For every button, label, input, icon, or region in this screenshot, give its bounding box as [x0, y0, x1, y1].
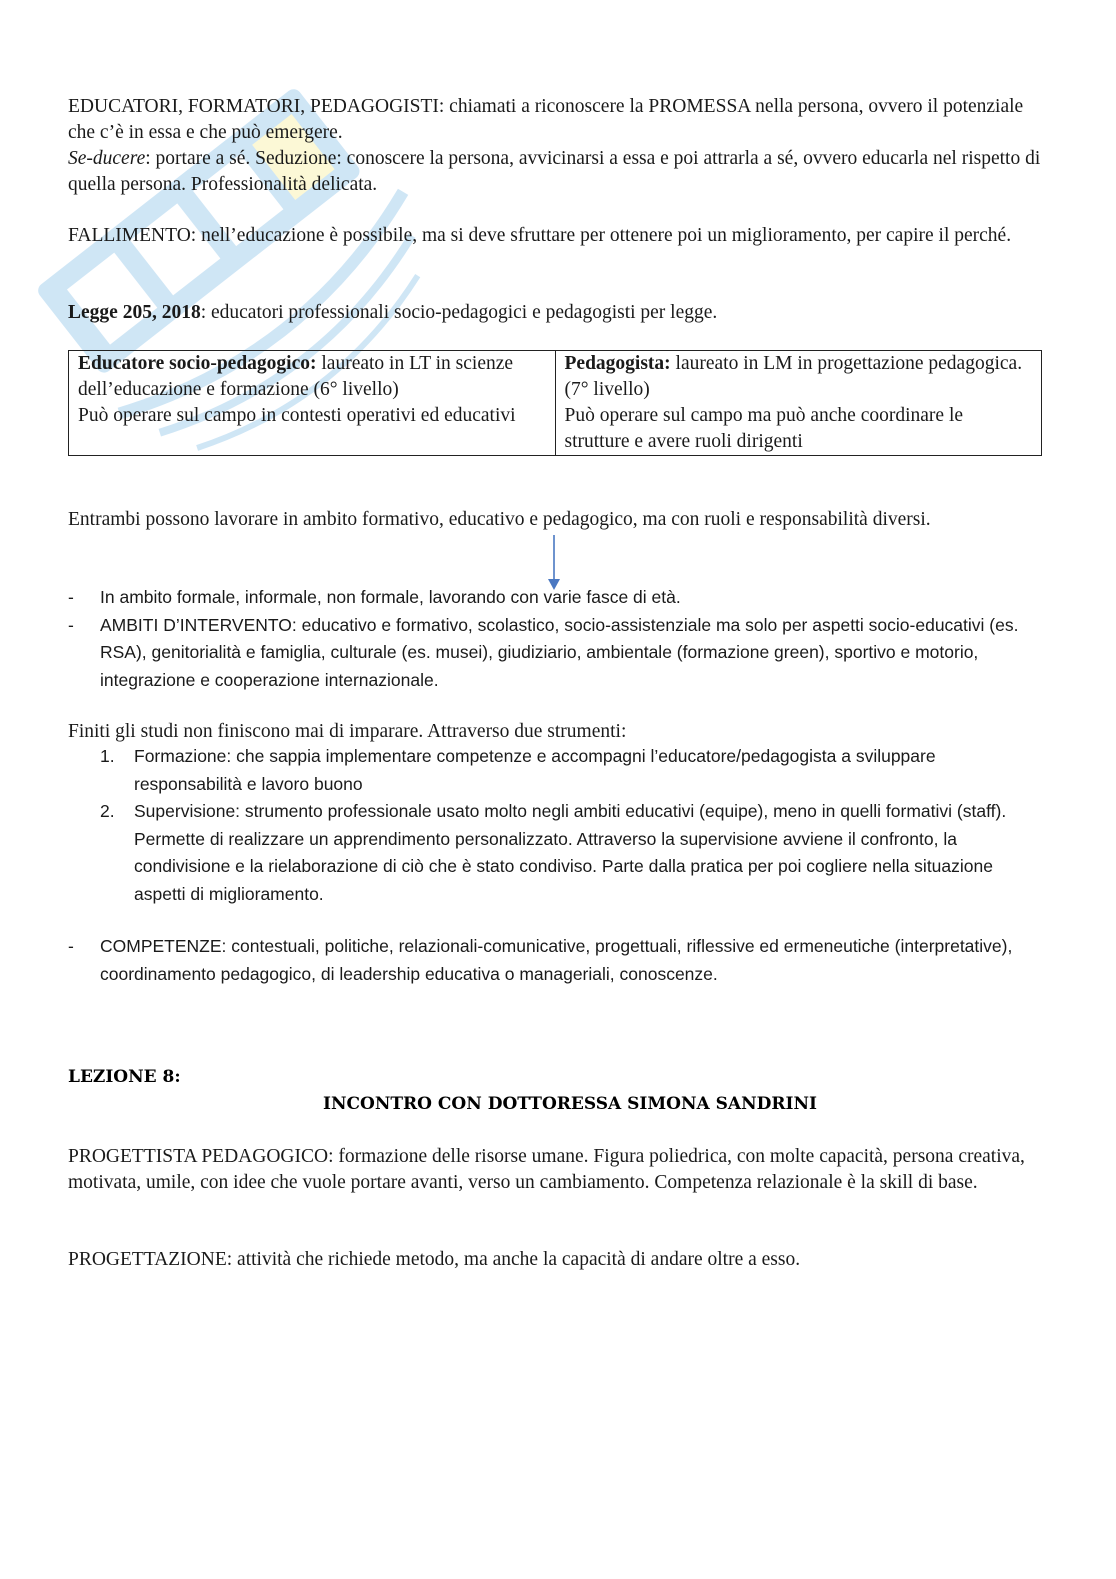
- list-number: 2.: [100, 801, 115, 821]
- dash-bullet: -: [68, 587, 74, 607]
- pedagogista-text-2: Può operare sul campo ma può anche coordinare le strutture e avere ruoli dirigenti: [564, 405, 964, 452]
- list-item-text: Supervisione: strumento professionale usato molto negli ambiti educativi (equipe), meno in quelli formativi (staff). Permette di realizzare un apprendimento personalizzato. Attraverso la supervisione avviene il confronto, la condivisione e la rielaborazione di ciò che è stato condiviso. Parte dalla pratica per poi cogliere nella situazione aspetti di miglioramento.: [134, 801, 1007, 904]
- list-number: 1.: [100, 746, 115, 766]
- progettazione-text: PROGETTAZIONE: attività che richiede metodo, ma anche la capacità di andare oltre a esso.: [68, 1249, 801, 1270]
- progettista-paragraph: [68, 1144, 1043, 1196]
- list-item-text: In ambito formale, informale, non formale, lavorando con varie fasce di età.: [100, 587, 681, 607]
- list-item: [68, 584, 1058, 612]
- seducere-text: : portare a sé. Seduzione: conoscere la persona, avvicinarsi a essa e poi attrarla a sé, ovvero educarla nel rispetto di quella persona. Professionalità delicata.: [68, 148, 1041, 195]
- list-item: [100, 743, 1030, 798]
- list-item: [100, 798, 1030, 908]
- fallimento-text: FALLIMENTO: nell’educazione è possibile, ma si deve sfruttare per ottenere poi un miglioramento, per capire il perché.: [68, 225, 1012, 246]
- intro-paragraph: [68, 94, 1048, 198]
- dash-bullet: -: [68, 936, 74, 956]
- educatore-title: Educatore socio-pedagogico:: [78, 353, 317, 374]
- legge-text: : educatori professionali socio-pedagogici e pedagogisti per legge.: [200, 302, 718, 323]
- list-item: [68, 612, 1058, 695]
- educatori-text: : chiamati a riconoscere la PROMESSA nella persona, ovvero il potenziale che c’è in essa e che può emergere.: [68, 96, 1024, 143]
- educatore-text-2: Può operare sul campo in contesti operativi ed educativi: [78, 405, 516, 426]
- dash-bullet: -: [68, 614, 74, 635]
- table-cell-pedagogista: [555, 351, 1042, 456]
- section-title: [0, 1094, 1116, 1114]
- entrambi-paragraph: [68, 507, 1048, 533]
- seducere-line: [68, 146, 1048, 198]
- seducere-label: Se-ducere: [68, 148, 146, 169]
- strumenti-list: [100, 743, 1030, 908]
- lesson-heading: LEZIONE 8:: [68, 1067, 181, 1087]
- list-item: [68, 933, 1058, 988]
- progettazione-paragraph: [68, 1247, 1048, 1273]
- pedagogista-title: Pedagogista:: [564, 353, 671, 374]
- incontro-text: INCONTRO CON DOTTORESSA SIMONA SANDRINI: [323, 1094, 817, 1114]
- table-row: [69, 351, 1042, 456]
- table-cell-educatore: [69, 351, 556, 456]
- legge-label: Legge 205, 2018: [68, 302, 201, 323]
- list-item-text: Formazione: che sappia implementare competenze e accompagni l’educatore/pedagogista a sviluppare responsabilità e lavoro buono: [134, 746, 936, 794]
- finiti-text: Finiti gli studi non finiscono mai di imparare. Attraverso due strumenti:: [68, 721, 627, 742]
- list-item-text: COMPETENZE: contestuali, politiche, relazionali-comunicative, progettuali, riflessive ed ermeneutiche (interpretative), coordinamento pedagogico, di leadership educativa o manageriali, conoscenze.: [100, 936, 1013, 984]
- comparison-table: [68, 350, 1042, 456]
- progettista-text: PROGETTISTA PEDAGOGICO: formazione delle risorse umane. Figura poliedrica, con molte capacità, persona creativa, motivata, umile, con idee che vuole portare avanti, verso un cambiamento. Competenza relazionale è la skill di base.: [68, 1146, 1025, 1193]
- competenze-list: [68, 933, 1058, 988]
- down-arrow-icon: [546, 535, 562, 591]
- educatori-label: EDUCATORI, FORMATORI, PEDAGOGISTI: [68, 96, 439, 117]
- list-item-text: AMBITI D’INTERVENTO: educativo e formativo, scolastico, socio-assistenziale ma solo per aspetti socio-educativi (es. RSA), genitorialità e famiglia, culturale (es. musei), giudiziario, ambientale (formazione green), sportivo e motorio, integrazione e cooperazione internazionale.: [100, 614, 1019, 690]
- legge-paragraph: [68, 300, 1048, 326]
- entrambi-text: Entrambi possono lavorare in ambito formativo, educativo e pedagogico, ma con ruoli e responsabilità diversi.: [68, 509, 931, 530]
- educatori-line: [68, 94, 1048, 146]
- pedagogista-text: laureato in LM in progettazione pedagogica. (7° livello): [564, 353, 1023, 400]
- finiti-paragraph: [68, 719, 1048, 745]
- educatore-text: laureato in LT in scienze dell’educazione e formazione (6° livello): [78, 353, 514, 400]
- fallimento-paragraph: [68, 223, 1048, 249]
- ambiti-list: [68, 584, 1058, 694]
